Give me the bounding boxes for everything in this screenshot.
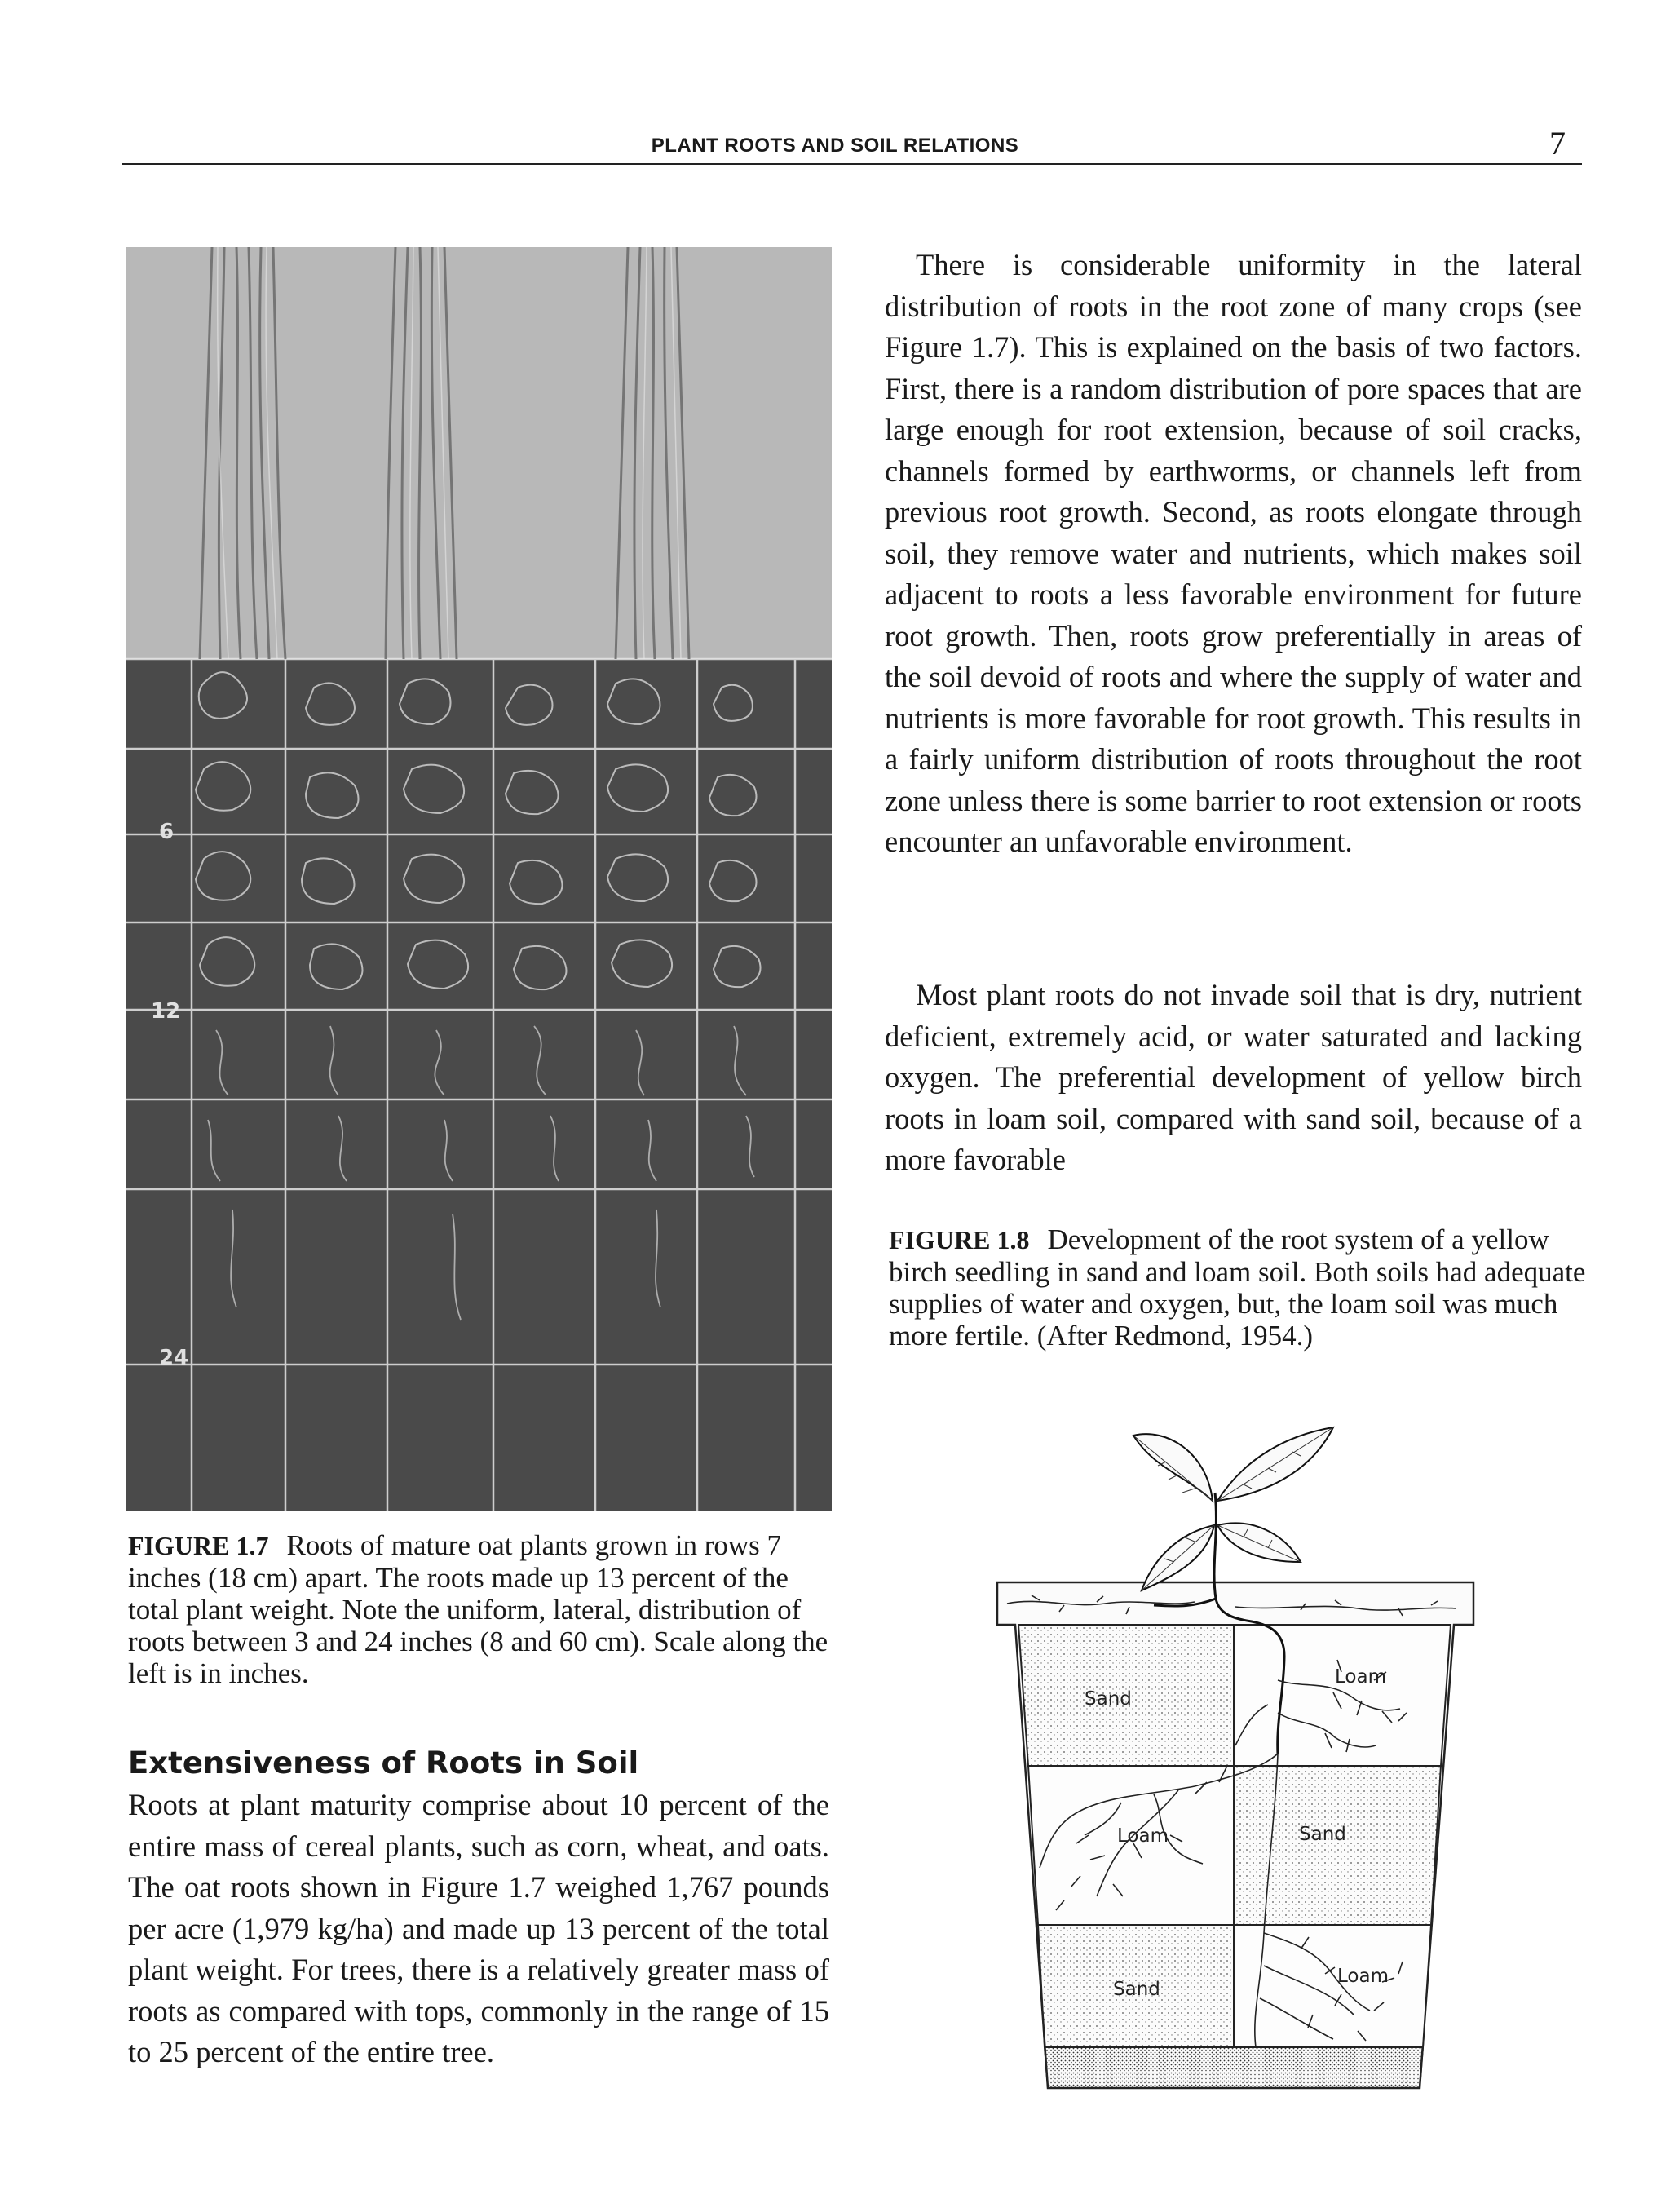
header-divider bbox=[122, 163, 1582, 165]
scale-label-24: 24 bbox=[159, 1346, 189, 1370]
body-paragraph-2: Most plant roots do not invade soil that is dry, nutrient deficient, extremely acid, or water saturated and lacking oxygen. The preferential development of yellow birch roots in loam soil, compared with sand soil, because of a more favorable bbox=[885, 978, 1582, 1176]
diagram-label-sand-middle: Sand bbox=[1299, 1824, 1346, 1845]
running-header-title: PLANT ROOTS AND SOIL RELATIONS bbox=[651, 135, 1019, 157]
figure-1-7-label: FIGURE 1.7 bbox=[128, 1531, 269, 1560]
figure-1-8-label: FIGURE 1.8 bbox=[889, 1225, 1030, 1254]
scale-label-12: 12 bbox=[151, 999, 181, 1024]
diagram-label-sand-top: Sand bbox=[1085, 1688, 1132, 1710]
diagram-label-sand-bottom: Sand bbox=[1113, 1979, 1160, 2000]
figure-1-7-caption-text: Roots of mature oat plants grown in rows 7 inches (18 cm) apart. The roots made up 13 percent of the total plant weight. Note the uniform, lateral, distribution of roots between 3 and 24 inches (8 and 60 cm). Scale along the left is in inches. bbox=[128, 1529, 828, 1689]
diagram-label-loam-bottom: Loam bbox=[1337, 1966, 1389, 1987]
figure-1-7-caption bbox=[128, 1529, 837, 1689]
diagram-label-loam-middle: Loam bbox=[1117, 1825, 1169, 1847]
diagram-label-loam-top: Loam bbox=[1335, 1666, 1386, 1688]
figure-1-8-caption bbox=[889, 1223, 1606, 1352]
page-number: 7 bbox=[1549, 125, 1566, 161]
figure-1-8-caption-text: Development of the root system of a yellow birch seedling in sand and loam soil. Both soils had adequate supplies of water and oxygen, but, the loam soil was much more fertile. (After Redmond, 1954.) bbox=[889, 1223, 1586, 1352]
figure-1-8-diagram bbox=[991, 1411, 1480, 2145]
figure-1-7-photo bbox=[126, 247, 832, 1511]
body-paragraph-1: There is considerable uniformity in the lateral distribution of roots in the root zone of many crops (see Figure 1.7). This is explained on the basis of two factors. First, there is a random distribution of pore spaces that are large enough for root extension, because of soil cracks, channels formed by earthworms, or channels left from previous root growth. Second, as roots elongate through soil, they remove water and nutrients, which makes soil adjacent to roots a less favorable environment for future root growth. Then, roots grow preferentially in areas of the soil devoid of roots and where the supply of water and nutrients is more favorable for root growth. This results in a fairly uniform distribution of roots throughout the root zone unless there is some barrier to root extension or roots encounter an unfavorable environment. bbox=[885, 248, 1582, 858]
scale-label-6: 6 bbox=[159, 820, 175, 844]
section-paragraph: Roots at plant maturity comprise about 10 percent of the entire mass of cereal plants, such as corn, wheat, and oats. The oat roots shown in Figure 1.7 weighed 1,767 pounds per acre (1,979 kg/ha) and made up 13 percent of the total plant weight. For trees, there is a relatively greater mass of roots as compared with tops, commonly in the range of 15 to 25 percent of the entire tree. bbox=[128, 1788, 829, 2068]
section-heading: Extensiveness of Roots in Soil bbox=[128, 1745, 639, 1781]
